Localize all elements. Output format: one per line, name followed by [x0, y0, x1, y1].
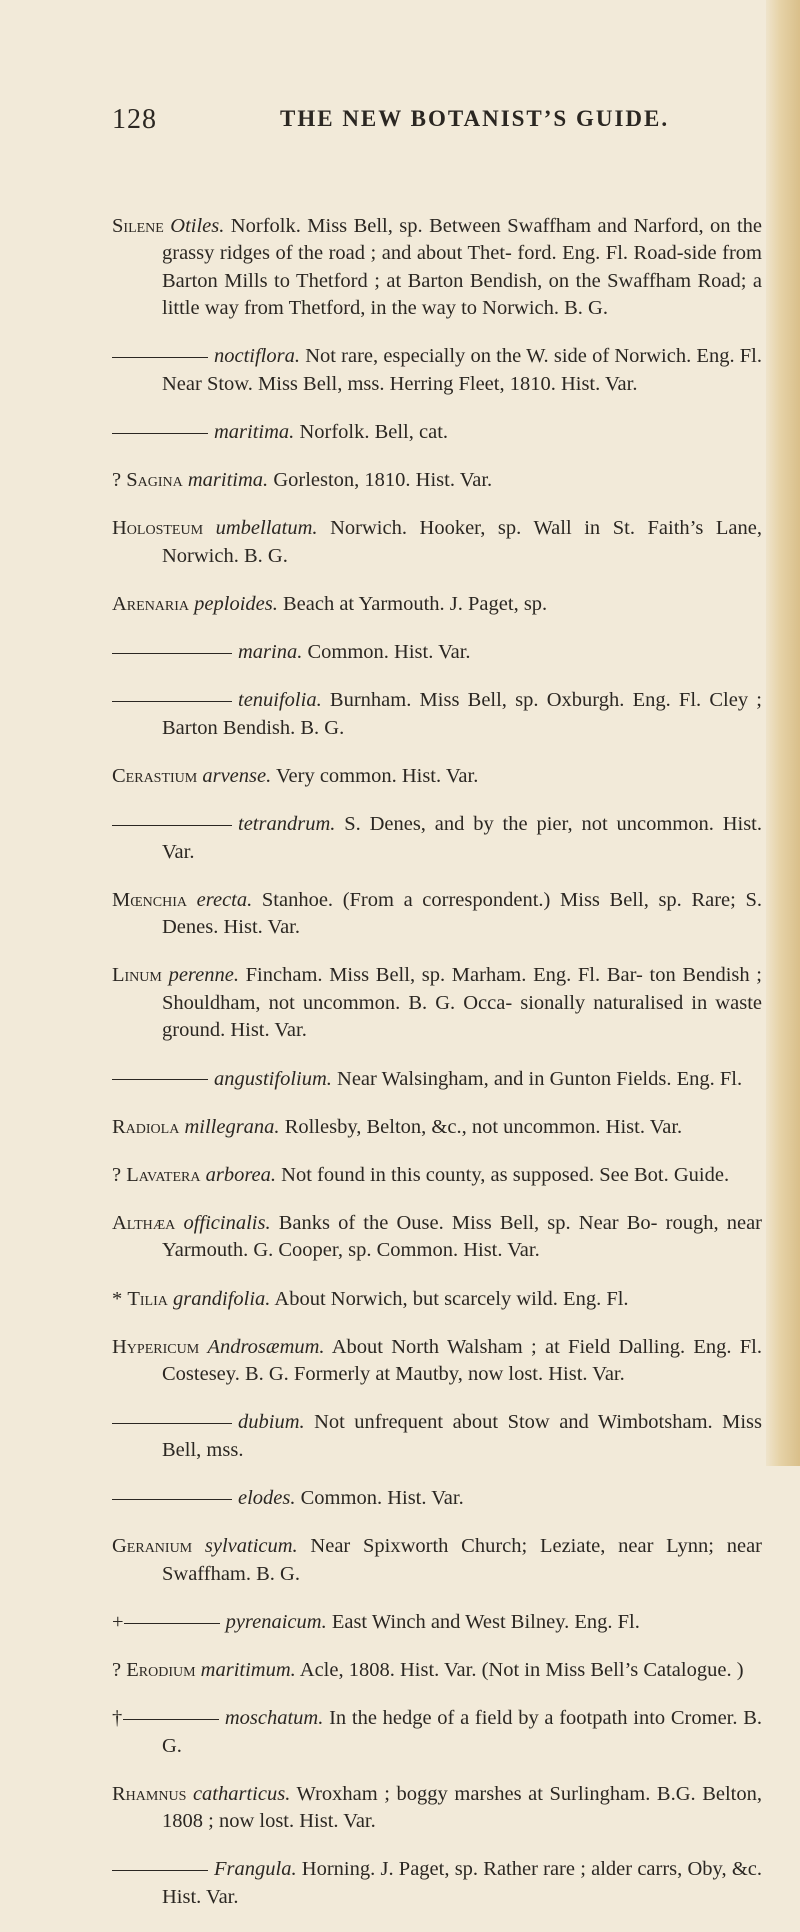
entry: noctiflora. Not rare, especially on the W. side of Norwich. Eng. Fl. Near Stow. Miss Bell, mss. Herring Fleet, 1810. Hist. Var.	[112, 343, 762, 398]
page-number: 128	[112, 104, 157, 135]
entry: Linum perenne. Fincham. Miss Bell, sp. Marham. Eng. Fl. Bar- ton Bendish ; Shouldham, not uncommon. B. G. Occa- sionally naturalised in waste ground. Hist. Var.	[112, 964, 763, 1042]
entry: + pyrenaicum. East Winch and West Bilney. Eng. Fl.	[112, 1610, 640, 1633]
page-edge	[766, 0, 800, 1466]
entry: ? Erodium maritimum. Acle, 1808. Hist. Var. (Not in Miss Bell’s Catalogue. )	[112, 1658, 744, 1681]
entry: ? Sagina maritima. Gorleston, 1810. Hist. Var.	[112, 469, 493, 492]
entry: Geranium sylvaticum. Near Spixworth Church; Leziate, near Lynn; near Swaffham. B. G.	[112, 1535, 762, 1585]
entry: tetrandrum. S. Denes, and by the pier, not uncommon. Hist. Var.	[112, 811, 762, 866]
entry: Silene Otiles. Norfolk. Miss Bell, sp. Between Swaffham and Narford, on the grassy ridges of the road ; and about Thet- ford. Eng. Fl. Road-side from Barton Mills to Thetford ; at Barton Bendish, on the Swaffham Road; a little way from Thetford, in the way to Norwich. B. G.	[112, 214, 762, 320]
running-title: THE NEW BOTANIST’S GUIDE.	[280, 106, 670, 131]
entry: Hypericum Androsæmum. About North Walsham ; at Field Dalling. Eng. Fl. Costesey. B. G. Formerly at Mautby, now lost. Hist. Var.	[112, 1335, 763, 1386]
entry: angustifolium. Near Walsingham, and in Gunton Fields. Eng. Fl.	[112, 1066, 762, 1094]
entry: Althæa officinalis. Banks of the Ouse. Miss Bell, sp. Near Bo- rough, near Yarmouth. G. Cooper, sp. Common. Hist. Var.	[112, 1211, 763, 1262]
entry: Mœnchia erecta. Stanhoe. (From a correspondent.) Miss Bell, sp. Rare; S. Denes. Hist. Var.	[112, 888, 762, 939]
page-header	[112, 96, 752, 136]
entry: Arenaria peploides. Beach at Yarmouth. J. Paget, sp.	[112, 592, 548, 615]
entry: Holosteum umbellatum. Norwich. Hooker, sp. Wall in St. Faith’s Lane, Norwich. B. G.	[112, 517, 762, 567]
entry: dubium. Not unfrequent about Stow and Wimbotsham. Miss Bell, mss.	[112, 1409, 762, 1464]
entry: Frangula. Horning. J. Paget, sp. Rather rare ; alder carrs, Oby, &c. Hist. Var.	[112, 1856, 762, 1911]
entry: tenuifolia. Burnham. Miss Bell, sp. Oxburgh. Eng. Fl. Cley ; Barton Bendish. B. G.	[112, 687, 762, 742]
entry: Radiola millegrana. Rollesby, Belton, &c., not uncommon. Hist. Var.	[112, 1115, 683, 1138]
page-body	[112, 192, 762, 1932]
entry: elodes. Common. Hist. Var.	[112, 1485, 762, 1513]
entry: † moschatum. In the hedge of a field by a footpath into Cromer. B. G.	[112, 1706, 763, 1757]
entry: Rhamnus catharticus. Wroxham ; boggy marshes at Surlingham. B.G. Belton, 1808 ; now lost. Hist. Var.	[112, 1782, 763, 1833]
entry: ? Lavatera arborea. Not found in this county, as supposed. See Bot. Guide.	[112, 1163, 730, 1186]
entry: marina. Common. Hist. Var.	[112, 639, 762, 667]
entry: * Tilia grandifolia. About Norwich, but scarcely wild. Eng. Fl.	[112, 1287, 629, 1310]
entry: maritima. Norfolk. Bell, cat.	[112, 419, 762, 447]
entry: Cerastium arvense. Very common. Hist. Var.	[112, 764, 479, 787]
